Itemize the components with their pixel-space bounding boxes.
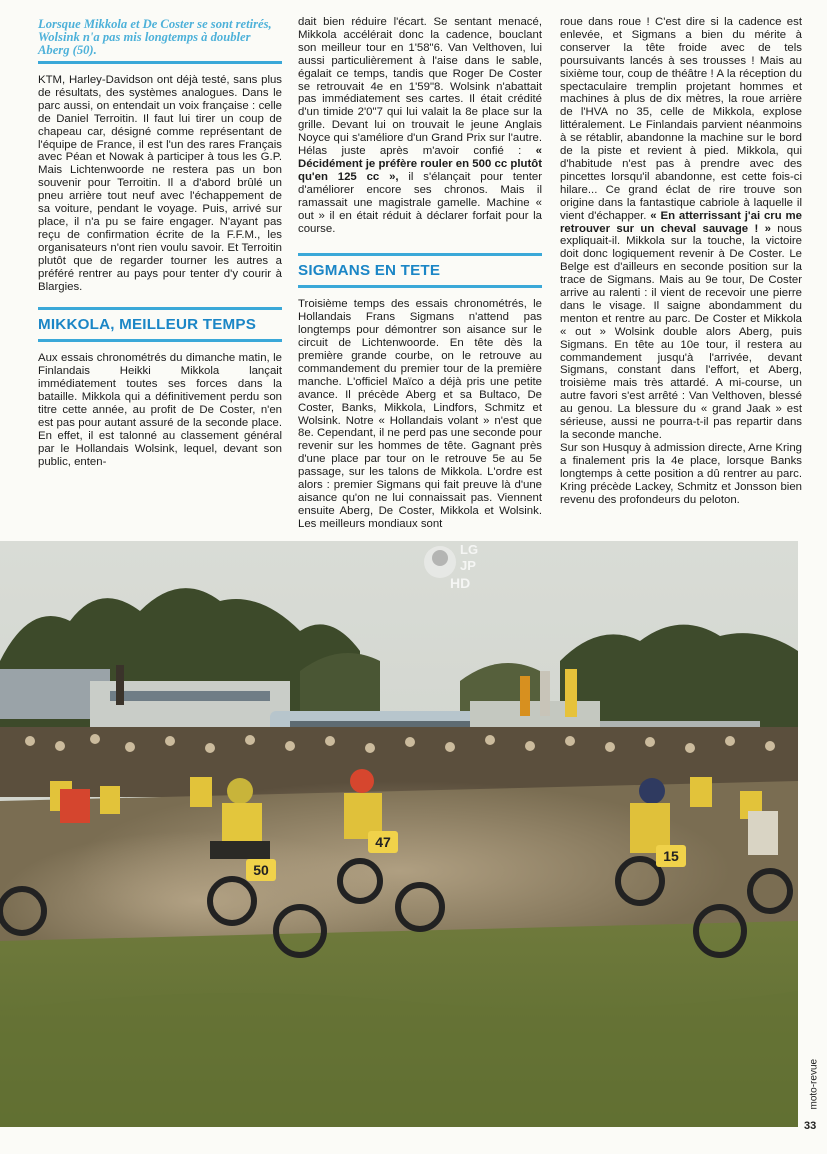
magazine-name bbox=[806, 1052, 822, 1112]
plate-number: 15 bbox=[663, 848, 679, 864]
photo-caption: Lorsque Mikkola et De Coster se sont retirés, Wolsink n'a pas mis longtemps à doubler Aberg (50). bbox=[38, 17, 272, 57]
plate-number: 50 bbox=[253, 862, 269, 878]
section-heading-sigmans: SIGMANS EN TETE bbox=[298, 262, 441, 280]
section-heading-mikkola: MIKKOLA, MEILLEUR TEMPS bbox=[38, 316, 257, 334]
watermark-icon bbox=[420, 534, 486, 598]
article-paragraph bbox=[560, 16, 802, 442]
article-paragraph: Aux essais chronométrés du dimanche matin, le Finlandais Heikki Mikkola lançait immédiatement toutes ses forces dans la bataille. Mikkola qui a définitivement perdu son titre cette année, au profit de De Coster, n'en est pas pour autant assuré de la seconde place. En effet, il est talonné au classement général par le Hollandais Wolsink, lequel, devant son public, enten- bbox=[38, 352, 282, 468]
svg-text:HD: HD bbox=[450, 575, 471, 591]
column-1 bbox=[38, 16, 282, 469]
heading-rule-bottom bbox=[298, 285, 542, 288]
plate-number: 47 bbox=[375, 834, 391, 850]
magazine-name-text: moto-revue bbox=[808, 1058, 820, 1110]
heading-rule-top bbox=[298, 253, 542, 256]
watermark-text: LG bbox=[460, 542, 479, 557]
text-run: il s'élançait pour tenter d'améliorer encore ses chronos. Mais il ramassait une magistrale gamelle. Machine « out » il en était réduit à déclarer forfait pour la course. bbox=[298, 170, 542, 235]
heading-rule-bottom bbox=[38, 339, 282, 342]
article-paragraph: Troisième temps des essais chronométrés, le Hollandais Frans Sigmans n'attend pas longtemps pour démontrer son aisance sur le circuit de Lichtenwoorde. En tête dès la première grande courbe, on le retrouve au commandement du premier tour de la première manche. L'officiel Maïco a déjà pris une petite avance. Il précède Aberg et sa Bultaco, De Coster, Banks, Mikkola, Lindfors, Schmitz et Wolsink. Notre « Hollandais volant » n'est que 8e. Cependant, il ne perd pas une seconde pour revenir sur les hommes de tête. Gagnant près d'une place par tour on le retrouve 5e au 5e passage, sur les talons de Mikkola. L'ordre est alors : premier Sigmans qui fait preuve là d'une aisance qu'on ne lui connaissait pas. Viennent ensuite Aberg, De Coster, Mikkola et Wolsink. Les meilleurs mondiaux sont bbox=[298, 298, 542, 530]
text-run: nous expliquait-il. Mikkola sur la touche, la victoire doit donc logiquement revenir à De Coster. Le Belge est d'ailleurs en seconde position sur la trace de Sigmans. Mais au 9e tour, De Coster arrive au ralenti : il vient de recevoir une pierre dans le visage. Il saigne abondamment du menton et rentre au parc. De Coster et Mikkola « out » Wolsink double alors Aberg, puis Sigmans. En tête au 10e tour, il restera au commandement jusqu'à l'arrivée, devant Sigmans, constant dans l'effort, et Aberg, troisième mais très attardé. A mi-course, un autre favori s'est arrêté : Van Velthoven, blessé au genou. La blessure du « grand Jaak » est sérieuse, aussi ne pourra-t-il pas repartir dans la seconde manche. bbox=[560, 222, 802, 441]
quote-bold: « Décidément je préfère rouler en 500 cc plutôt qu'en 125 cc », bbox=[298, 145, 542, 183]
page-number: 33 bbox=[804, 1120, 817, 1132]
column-2 bbox=[298, 16, 542, 531]
quote-bold: « En atterrissant j'ai cru me retrouver sur un cheval sauvage ! » bbox=[560, 209, 802, 235]
race-start-photo bbox=[0, 541, 798, 1127]
heading-rule-top bbox=[38, 307, 282, 310]
text-run: roue dans roue ! C'est dire si la cadence est enlevée, et Sigmans a bien du mérite à conserver la tête froide avec de tels poursuivants lancés à ses trousses ! Mais au sixième tour, coup de théâtre ! A la réception du spectaculaire tremplin projetant hommes et machines à plus de dix mètres, la roue arrière de l'HVA no 35, celle de Mikkola, explose littéralement. Le Finlandais parvient néanmoins à se rétablir, abandonne la machine sur le bord de la piste et revient à pied. Mikkola, qui d'habitude n'est pas à prendre avec des pincettes lorsqu'il abandonne, est cette fois-ci hilare... Ce grand éclat de rire trouve son origine dans la fantastique cabriole à laquelle il vient d'échapper. bbox=[560, 16, 802, 222]
article-paragraph: KTM, Harley-Davidson ont déjà testé, sans plus de résultats, des systèmes analogues. Dans le parc aussi, on entendait un voix française : celle de Daniel Terroitin. Il faut lui tirer un coup de chapeau car, désigné comme représentant de l'équipe de France, il est l'un des rares Français avec Péan et Nowak à participer à tous les G.P. Mais Lichtenwoorde ne restera pas un bon souvenir pour Terroitin. Il a d'abord brûlé un pneu arrière tout neuf avec l'échappement de sa voiture, pendant le voyage. Puis, arrivé sur place, il n'a pu se faire engager. N'ayant pas reçu de confirmation écrite de la F.F.M., les organisateurs n'ont rien voulu savoir. Et Terroitin plutôt que de regarder tourner les autres a préféré rentrer au pays pour tenter d'y courir à Blargies. bbox=[38, 74, 282, 293]
article-paragraph: Sur son Husquy à admission directe, Arne Kring a finalement pris la 4e place, lorsque Banks longtemps à cette position a dû rentrer au parc. Kring précède Lackey, Schmitz et Jonsson bien revenu des profondeurs du peloton. bbox=[560, 441, 802, 506]
caption-rule bbox=[38, 61, 282, 64]
article-paragraph bbox=[298, 16, 542, 235]
race-photo-illustration bbox=[0, 541, 798, 1127]
text-run: dait bien réduire l'écart. Se sentant menacé, Mikkola accélérait donc la cadence, bouclant son meilleur tour en 1'58"6. Van Velthoven, lui aussi particulièrement à l'aise dans le sable, égalait ce temps, tandis que Roger De Coster se retrouvait 4e en 1'59"8. Wolsink n'abattait pas immédiatement ses cartes. Il était crédité d'un timide 2'0"7 qui lui valait la 8e place sur la grille. Devant lui on trouvait le jeune Anglais Noyce qui s'améliore d'un Grand Prix sur l'autre. Hélas juste après m'avoir confié : bbox=[298, 16, 542, 158]
watermark-logo bbox=[420, 534, 486, 598]
svg-text:JP: JP bbox=[460, 558, 476, 573]
column-3 bbox=[560, 16, 802, 506]
